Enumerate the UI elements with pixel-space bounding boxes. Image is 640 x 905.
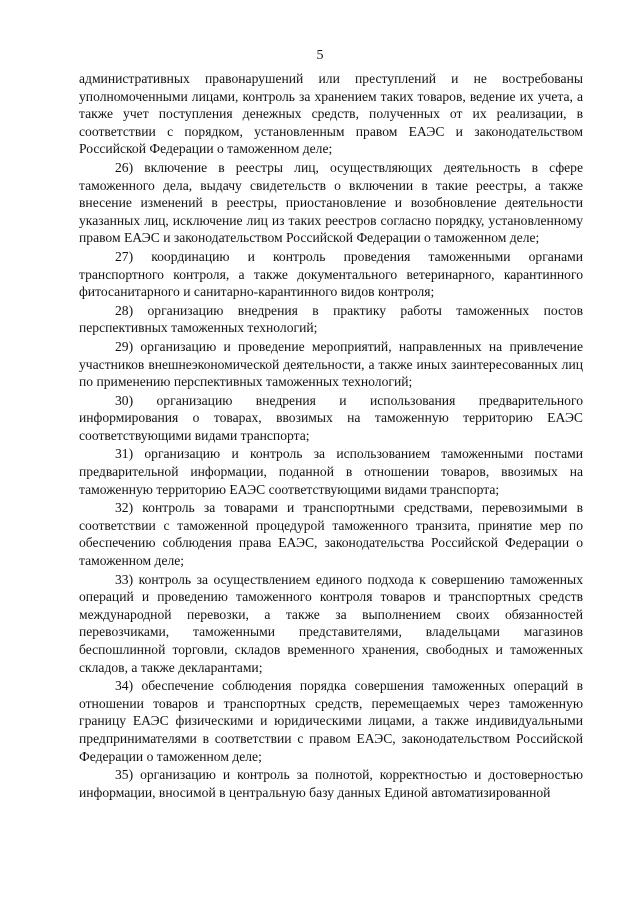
paragraph: 28) организацию внедрения в практику работы таможенных постов перспективных таможенных технологий; [79,302,583,336]
paragraph: 27) координацию и контроль проведения таможенными органами транспортного контроля, а также документального ветеринарного, карантинного фитосанитарного и санитарно-карантинного видов контроля; [79,248,583,300]
paragraph: 31) организацию и контроль за использованием таможенными постами предварительной информации, поданной в отношении товаров, ввозимых на таможенную территорию ЕАЭС соответствующими видами транспорта; [79,446,583,497]
document-body [79,70,583,802]
paragraph: 26) включение в реестры лиц, осуществляющих деятельность в сфере таможенного дела, выдачу свидетельств о включении в такие реестры, а также внесение изменений в реестры, приостановление и возобновление деятельности указанных лиц, исключение лиц из таких реестров согласно порядку, установленному правом ЕАЭС и законодательством Российской Федерации о таможенном деле; [79,159,583,246]
paragraph: 33) контроль за осуществлением единого подхода к совершению таможенных операций и проведению таможенного контроля товаров и транспортных средств международной перевозки, а также за выполнением своих обязанностей перевозчиками, таможенными представителями, владельцами магазинов беспошлинной торговли, складов временного хранения, свободных и таможенных складов, а также декларантами; [79,571,583,675]
paragraph: 35) организацию и контроль за полнотой, корректностью и достоверностью информации, вносимой в центральную базу данных Единой автоматизированной [79,767,583,800]
paragraph: 34) обеспечение соблюдения порядка совершения таможенных операций в отношении товаров и транспортных средств, перемещаемых через таможенную границу ЕАЭС физическими и юридическими лицами, а также индивидуальными предпринимателями в соответствии с правом ЕАЭС, законодательством Российской Федерации о таможенном деле; [79,678,583,764]
paragraph: административных правонарушений или преступлений и не востребованы уполномоченными лицами, контроль за хранением таких товаров, ведение их учета, а также учет поступления денежных средств, полученных от их реализации, в соответствии с порядком, установленным правом ЕАЭС и законодательством Российской Федерации о таможенном деле; [79,71,583,157]
page-number: 5 [316,48,324,63]
paragraph: 30) организацию внедрения и использования предварительного информирования о товарах, ввозимых на таможенную территорию ЕАЭС соответствующими видами транспорта; [79,392,583,443]
paragraph: 32) контроль за товарами и транспортными средствами, перевозимыми в соответствии с таможенной процедурой таможенного транзита, принятие мер по обеспечению соблюдения права ЕАЭС, законодательства Российской Федерации о таможенном деле; [79,500,583,569]
paragraph: 29) организацию и проведение мероприятий, направленных на привлечение участников внешнеэкономической деятельности, а также иных заинтересованных лиц по применению перспективных таможенных технологий; [79,338,583,390]
